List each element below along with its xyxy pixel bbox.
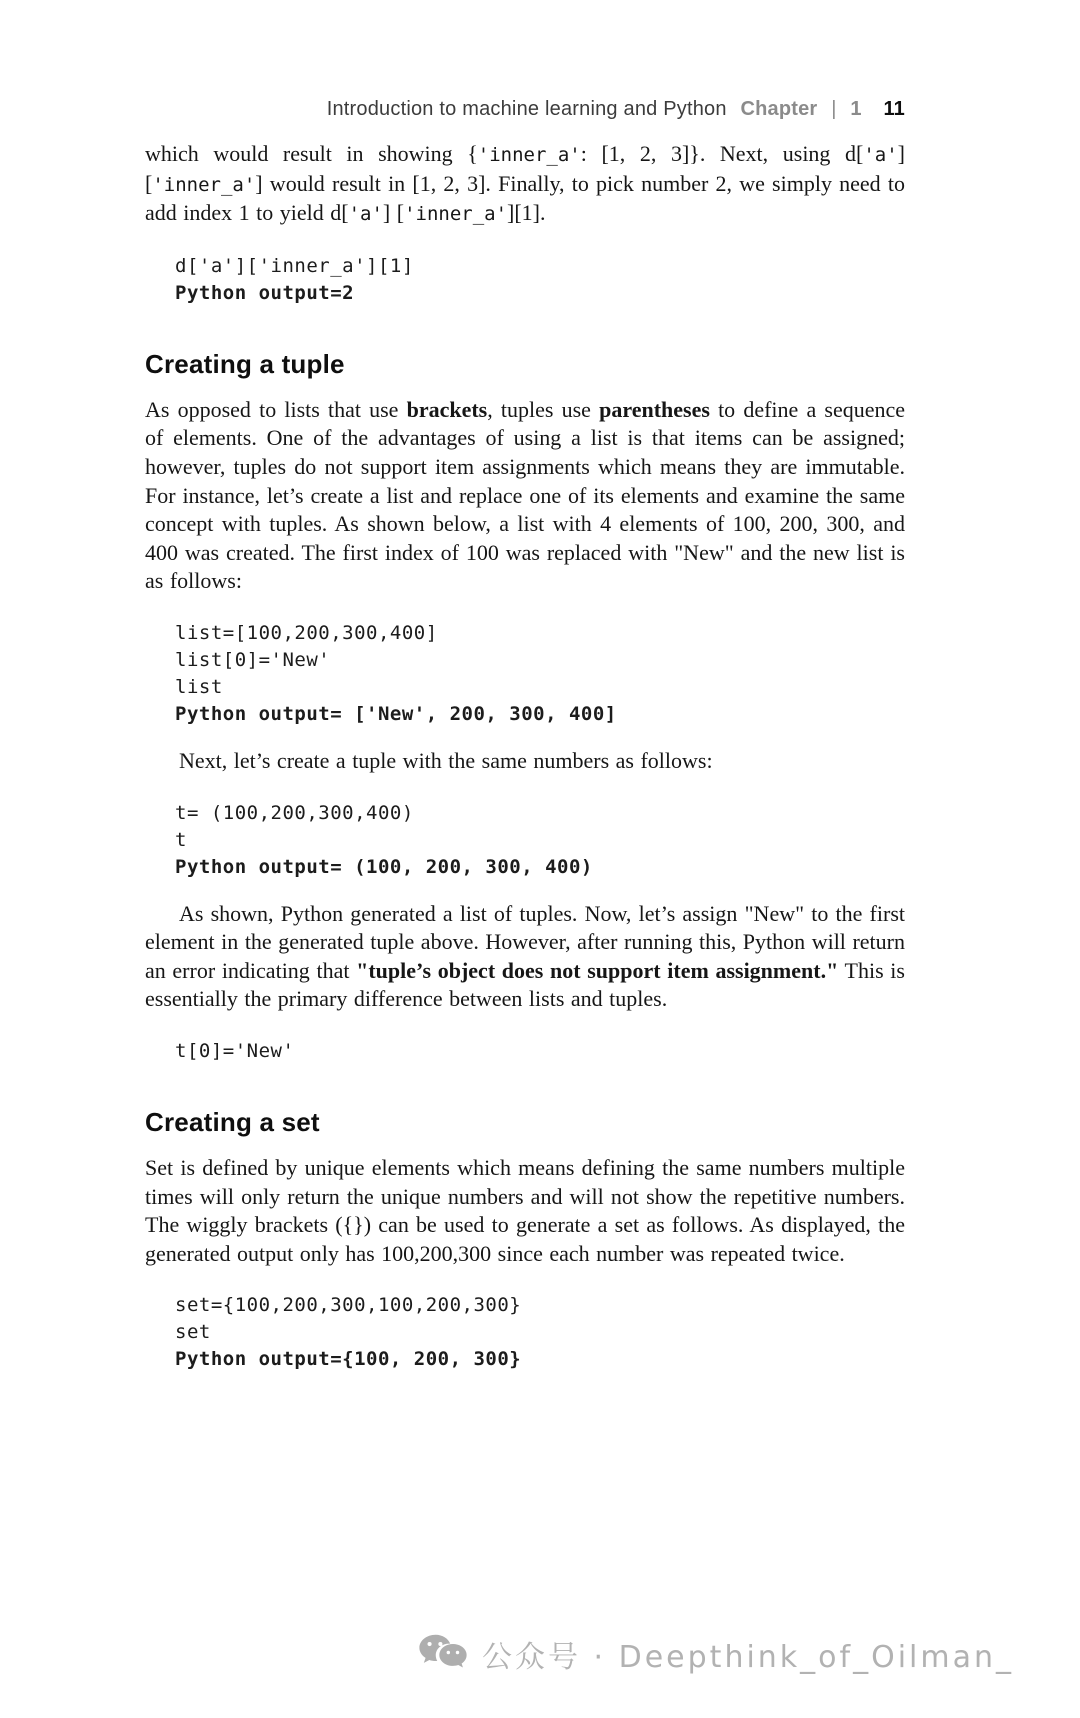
section-heading: Creating a tuple <box>145 348 345 379</box>
page-number: 11 <box>883 98 905 120</box>
code-line: list <box>175 675 223 698</box>
page-header <box>145 98 905 121</box>
inline-code-run: 'a' <box>863 144 898 166</box>
text-run: ] would result in [1, 2, 3]. Finally, to pick number 2, we simply need to add index 1 to yield d[ <box>145 170 905 226</box>
body-paragraph <box>145 747 905 776</box>
body-paragraph <box>145 396 905 596</box>
code-output-line: Python output= (100, 200, 300, 400) <box>175 855 593 878</box>
text-run: ] [ <box>145 141 905 196</box>
code-line: list=[100,200,300,400] <box>175 621 438 644</box>
code-output-line: Python output= ['New', 200, 300, 400] <box>175 702 617 725</box>
code-output-line: Python output=2 <box>175 281 355 304</box>
code-line: t <box>175 828 187 851</box>
code-line: list[0]='New' <box>175 648 331 671</box>
text-run: ][1]. <box>507 200 546 226</box>
watermark <box>417 1632 1014 1676</box>
text-run: : [1, 2, 3]}. Next, using d[ <box>580 141 864 166</box>
inline-code-run: 'a' <box>348 203 383 226</box>
code-block <box>175 800 905 881</box>
text-run: As opposed to lists that use <box>145 396 407 422</box>
section-heading: Creating a set <box>145 1106 320 1137</box>
bold-text-run: brackets <box>406 396 488 422</box>
text-run: , tuples use <box>487 396 600 422</box>
bold-text-run: parentheses <box>599 396 710 422</box>
code-block <box>175 1292 905 1373</box>
body-paragraph <box>145 140 905 229</box>
bold-text-run: "tuple’s object does not support item assignment." <box>356 957 839 983</box>
page-content <box>145 140 905 1373</box>
code-line: d['a']['inner_a'][1] <box>175 254 414 277</box>
text-run: Next, let’s create a tuple with the same numbers as follows: <box>179 747 713 773</box>
code-line: t[0]='New' <box>175 1039 295 1062</box>
body-paragraph <box>145 900 905 1014</box>
wechat-icon <box>417 1632 469 1676</box>
code-block <box>175 253 905 307</box>
text-run: ] [ <box>382 200 405 226</box>
code-block <box>175 1038 905 1065</box>
running-title: Introduction to machine learning and Python <box>326 98 727 120</box>
chapter-number: 1 <box>850 98 862 120</box>
code-output-line: Python output={100, 200, 300} <box>175 1348 522 1371</box>
text-run: As shown, Python generated a list of tuples. Now, let’s assign "New" to the first element in the generated tuple above. However, after running this, Python will return an error indicating that <box>145 900 905 983</box>
code-line: t= (100,200,300,400) <box>175 801 414 824</box>
body-paragraph <box>145 1154 905 1268</box>
text-run: which would result in showing { <box>145 141 478 166</box>
code-line: set <box>175 1321 211 1344</box>
text-run: to define a sequence of elements. One of the advantages of using a list is that items can be assigned; however, tuples do not support item assignments which means they are immutable. For instance, let’s create a list and replace one of its elements and examine the same concept with tuples. As shown below, a list with 4 elements of 100, 200, 300, and 400 was created. The first index of 100 was replaced with "New" and the new list is as follows: <box>145 396 905 594</box>
chapter-label: Chapter <box>740 98 818 120</box>
code-line: set={100,200,300,100,200,300} <box>175 1294 522 1317</box>
code-block <box>175 620 905 728</box>
page <box>0 98 1080 1373</box>
text-run: Set is defined by unique elements which means defining the same numbers multiple times will only return the unique numbers and will not show the repetitive numbers. The wiggly brackets ({}) can be used to generate a set as follows. As displayed, the generated output only has 100,200,300 since each number was repeated twice. <box>145 1154 905 1266</box>
chapter-divider: | <box>831 98 837 120</box>
inline-code-run: 'inner_a' <box>404 203 508 226</box>
watermark-text: 公众号 · Deepthink_of_Oilman_ <box>482 1640 1014 1675</box>
inline-code-run: 'inner_a' <box>152 173 256 196</box>
text-run: This is essentially the primary difference between lists and tuples. <box>145 957 905 1012</box>
inline-code-run: 'inner_a' <box>477 144 581 166</box>
